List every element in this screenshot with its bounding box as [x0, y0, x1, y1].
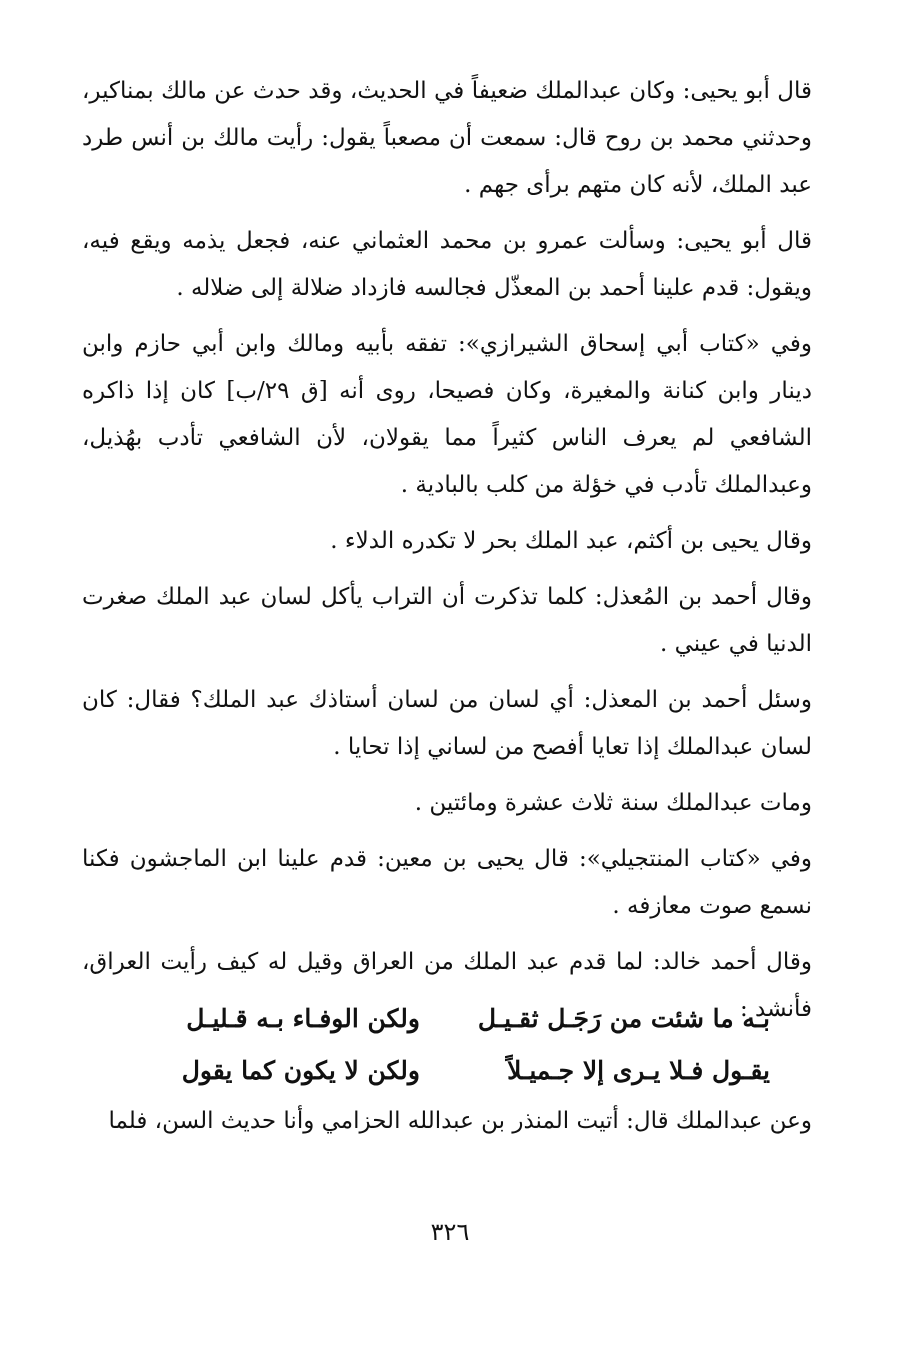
paragraph: وفي «كتاب المنتجيلي»: قال يحيى بن معين: قدم علينا ابن الماجشون فكنا نسمع صوت معازفه . [82, 846, 812, 919]
paragraph: وقال يحيى بن أكثم، عبد الملك بحر لا تكدره الدلاء . [330, 528, 812, 554]
body-text [82, 68, 812, 1042]
verse-first-hemistich: يقـول فـلا يـرى إلا جـميـلاً [507, 1055, 770, 1085]
paragraph: وقال أحمد خالد: لما قدم عبد الملك من العراق وقيل له كيف رأيت العراق، فأنشد : [82, 949, 812, 1022]
poem-verse [130, 992, 770, 1044]
page-number: ٣٢٦ [430, 1218, 470, 1246]
paragraph: قال أبو يحيى: وسألت عمرو بن محمد العثماني عنه، فجعل يذمه ويقع فيه، ويقول: قدم علينا أحمد بن المعذّل فجالسه فازداد ضلالة إلى ضلاله . [82, 228, 812, 301]
poem-verse [130, 1044, 770, 1096]
poem [130, 992, 770, 1096]
verse-second-hemistich: ولكن لا يكون كما يقول [181, 1055, 420, 1085]
paragraph: قال أبو يحيى: وكان عبدالملك ضعيفاً في الحديث، وقد حدث عن مالك بمناكير، وحدثني محمد بن روح قال: سمعت أن مصعباً يقول: رأيت مالك بن أنس طرد عبد الملك، لأنه كان متهم برأى جهم . [82, 78, 812, 198]
paragraph: وفي «كتاب أبي إسحاق الشيرازي»: تفقه بأبيه ومالك وابن أبي حازم وابن دينار وابن كنانة والمغيرة، وكان فصيحا، روى أنه [ق ٢٩/ب] كان إذا ذاكره الشافعي لم يعرف الناس كثيراً مما يقولان، لأن الشافعي تأدب بهُذيل، وعبدالملك تأدب في خؤلة من كلب بالبادية . [82, 331, 812, 498]
verse-first-hemistich: بـه ما شئت من رَجَـل ثقـيـل [477, 1003, 770, 1033]
paragraph: وسئل أحمد بن المعذل: أي لسان من لسان أستاذك عبد الملك؟ فقال: كان لسان عبدالملك إذا تعايا أفصح من لساني إذا تحايا . [82, 687, 812, 760]
paragraph: وقال أحمد بن المُعذل: كلما تذكرت أن التراب يأكل لسان عبد الملك صغرت الدنيا في عيني . [82, 584, 812, 657]
continuation-line: وعن عبدالملك قال: أتيت المنذر بن عبدالله الحزامي وأنا حديث السن، فلما [108, 1108, 812, 1134]
paragraph: ومات عبدالملك سنة ثلاث عشرة ومائتين . [414, 790, 812, 816]
verse-second-hemistich: ولكن الوفـاء بـه قـليـل [186, 1003, 420, 1033]
